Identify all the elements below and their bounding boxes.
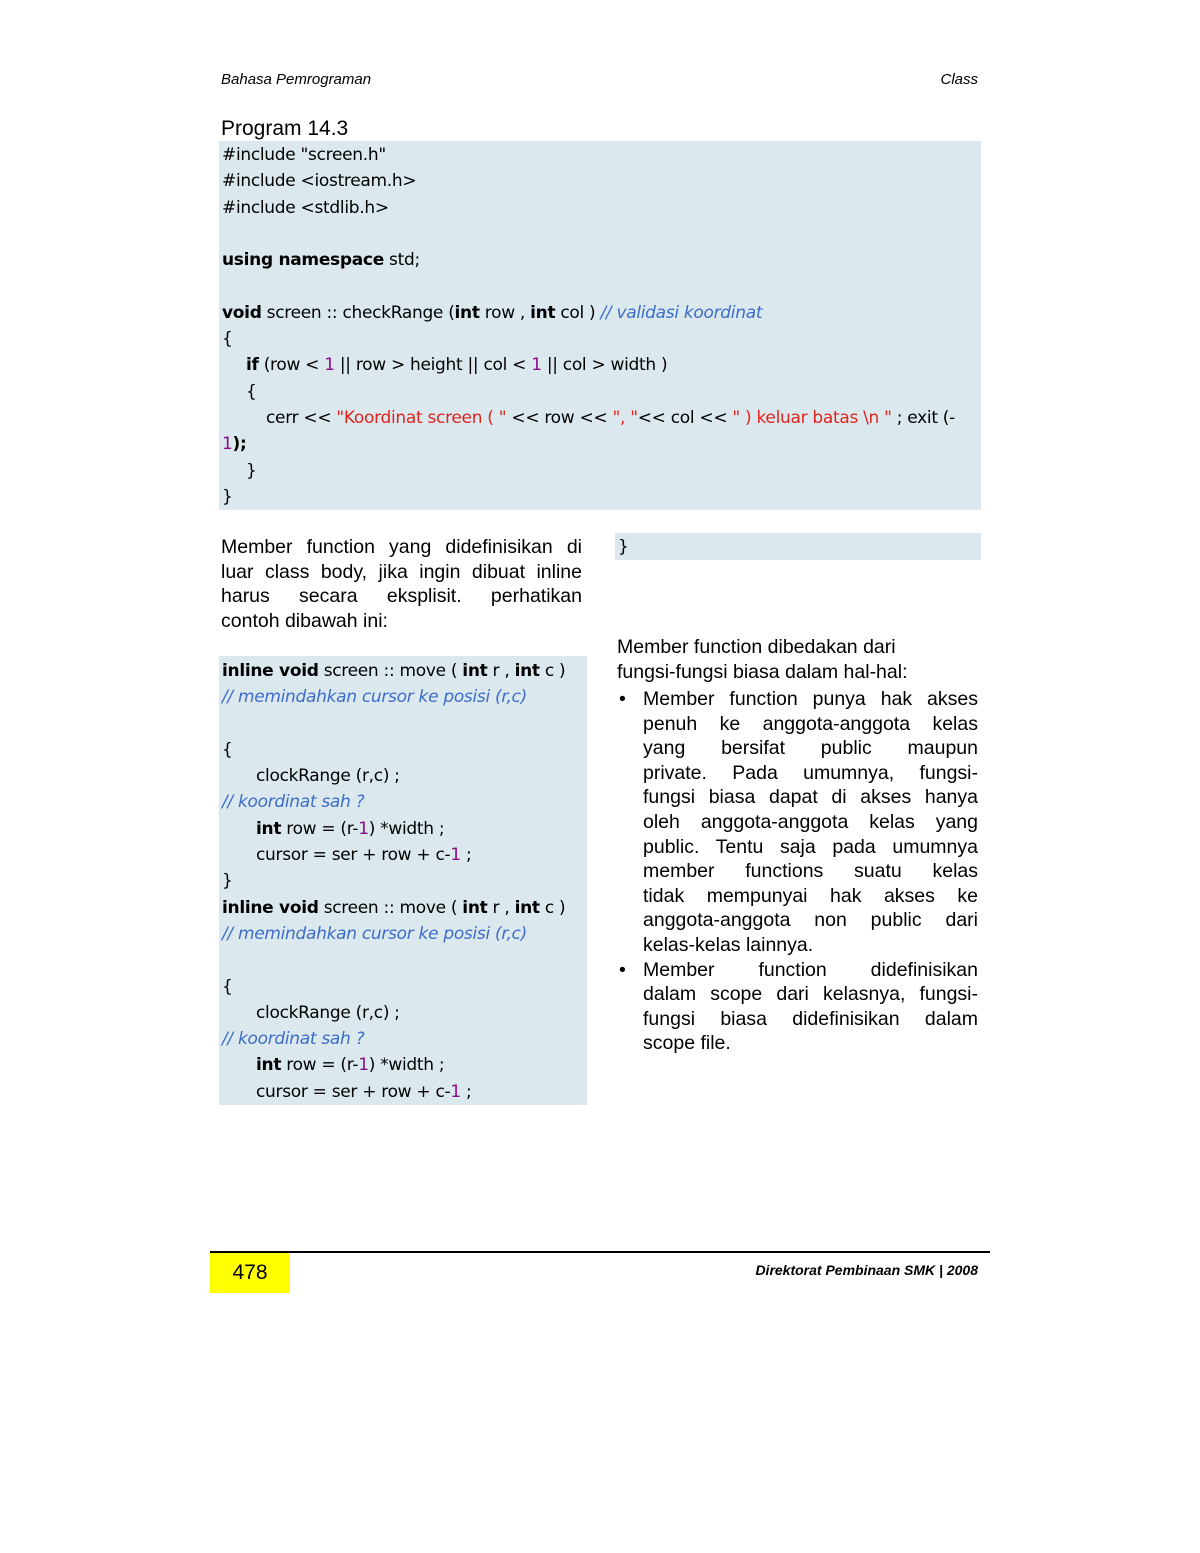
header-right: Class xyxy=(940,71,978,88)
code-line: inline void screen :: move ( int r , int c ) xyxy=(222,897,566,918)
footer-text: Direktorat Pembinaan SMK | 2008 xyxy=(755,1262,978,1278)
code-line: cursor = ser + row + c-1 ; xyxy=(256,1081,472,1102)
code-line: { xyxy=(222,329,233,350)
code-block-right xyxy=(615,533,981,560)
page-number: 478 xyxy=(210,1253,290,1293)
code-line: { xyxy=(222,976,233,997)
header-left: Bahasa Pemrograman xyxy=(221,71,372,88)
program-title: Program 14.3 xyxy=(221,117,349,140)
code-line: } xyxy=(246,460,257,481)
left-paragraph: Member function yang didefinisikan di luar class body, jika ingin dibuat inline harus secara eksplisit. perhatikan contoh dibawah ini: xyxy=(221,536,582,632)
code-comment: // validasi koordinat xyxy=(600,302,763,323)
code-line: clockRange (r,c) ; xyxy=(256,1002,400,1023)
code-line: } xyxy=(618,537,629,557)
code-line: inline void screen :: move ( int r , int c ) xyxy=(222,661,566,681)
code-line: cursor = ser + row + c-1 ; xyxy=(256,845,472,866)
list-item: • Member function punya hak akses penuh ke anggota-anggota kelas yang bersifat public maupun private. Pada umumnya, fungsi- fungsi biasa dapat di akses hanya oleh anggota-anggota kelas yang public. Tentu saja pada umumnya member functions suatu kelas tidak mempunyai hak akses ke anggota-anggota non public dari kelas-kelas lainnya. xyxy=(619,688,978,956)
code-comment: // koordinat sah ? xyxy=(222,1029,365,1050)
list-item: • Member function didefinisikan dalam scope dari kelasnya, fungsi- fungsi biasa didefinisikan dalam scope file. xyxy=(619,958,978,1055)
code-line: if (row < 1 || row > height || col < 1 || col > width ) xyxy=(246,355,668,376)
code-line: } xyxy=(222,486,233,507)
code-line: #include <stdlib.h> xyxy=(222,197,389,218)
code-line: using namespace std; xyxy=(222,250,420,271)
code-line: } xyxy=(222,871,233,892)
code-line: #include "screen.h" xyxy=(222,145,386,165)
code-line: int row = (r-1) *width ; xyxy=(256,1055,445,1076)
code-line-blank xyxy=(222,221,981,247)
code-line: { xyxy=(246,381,257,402)
bullet-icon: • xyxy=(619,958,626,981)
bullet-icon: • xyxy=(619,688,626,710)
code-line: #include <iostream.h> xyxy=(222,171,417,192)
code-line: cerr << "Koordinat screen ( " << row << ", "<< col << " ) keluar batas \n " ; exit (- xyxy=(266,407,955,428)
code-line: void screen :: checkRange (int row , int col ) // validasi koordinat xyxy=(222,302,763,323)
bullet-list xyxy=(619,687,978,1056)
code-line-blank xyxy=(222,947,587,973)
code-comment: // koordinat sah ? xyxy=(222,792,365,813)
right-paragraph: Member function dibedakan dari fungsi-fungsi biasa dalam hal-hal: xyxy=(617,636,908,683)
code-line: 1); xyxy=(222,434,247,455)
footer-rule xyxy=(210,1251,990,1253)
code-comment: // memindahkan cursor ke posisi (r,c) xyxy=(222,687,527,708)
code-line-blank xyxy=(222,273,981,299)
code-line-blank xyxy=(222,711,587,737)
code-line: clockRange (r,c) ; xyxy=(256,766,400,787)
code-comment: // memindahkan cursor ke posisi (r,c) xyxy=(222,923,527,944)
code-block-inline xyxy=(219,656,587,1105)
code-block-main xyxy=(219,141,981,510)
code-line: int row = (r-1) *width ; xyxy=(256,818,445,839)
code-line: { xyxy=(222,739,233,760)
